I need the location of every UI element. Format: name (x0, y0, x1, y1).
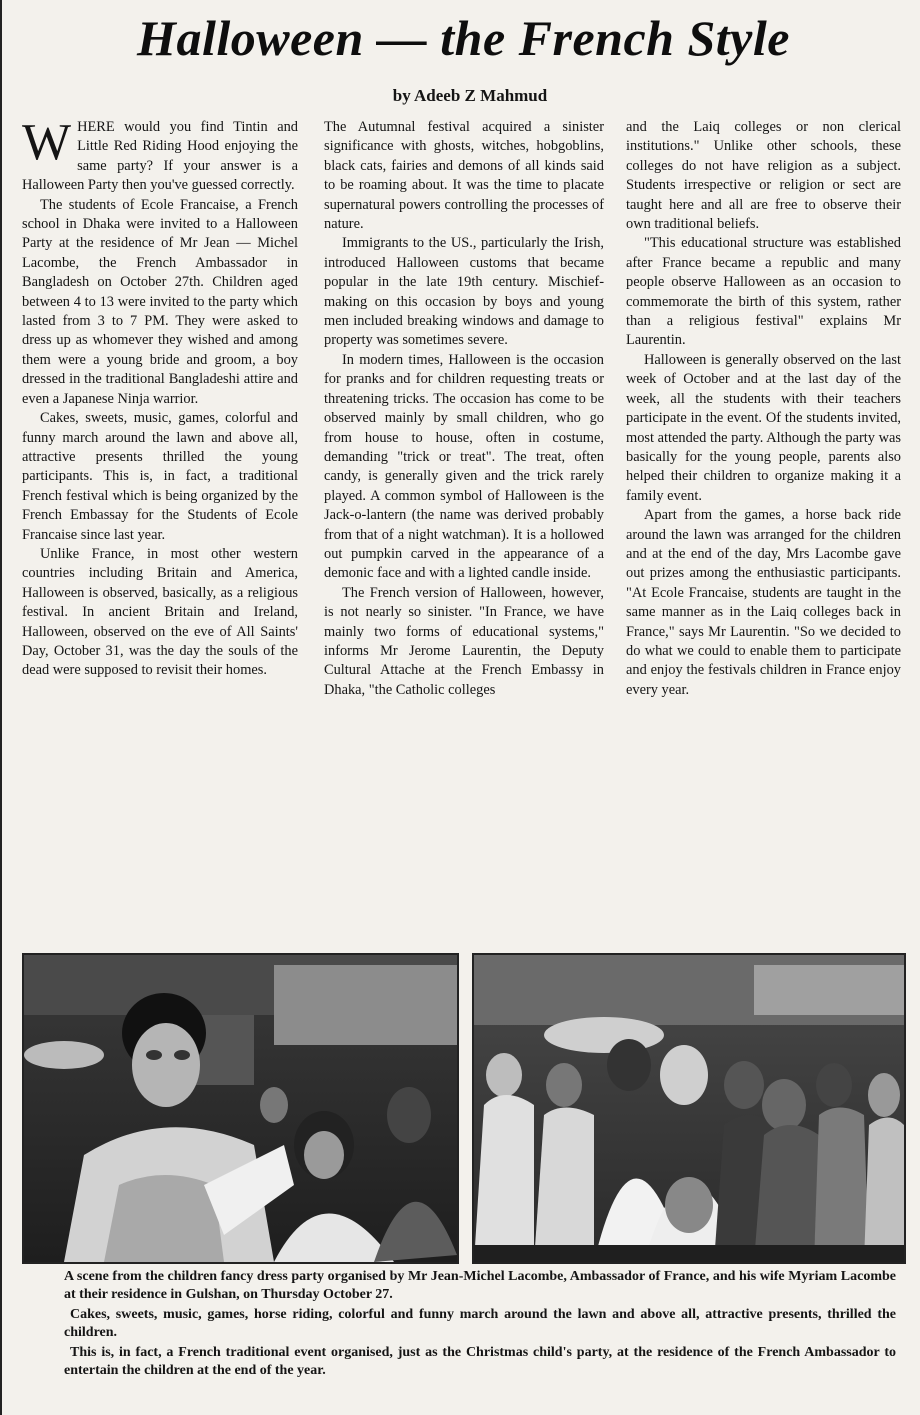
article-paragraph: The Autumnal festival acquired a sinister significance with ghosts, witches, hobgoblins, black cats, fairies and demons of all kinds said to be roaming about. It was the time to placate supernatural powers controlling the processes of nature. (324, 119, 604, 233)
caption-paragraph: A scene from the children fancy dress party organised by Mr Jean-Michel Lacombe, Ambassador of France, and his wife Myriam Lacombe at their residence in Gulshan, on Thursday October 27. (64, 1269, 896, 1302)
article-paragraph: WHERE would you find Tintin and Little Red Riding Hood enjoying the same party? If your answer is a Halloween Party then you've guessed correctly. (22, 114, 298, 194)
article-paragraph: The students of Ecole Francaise, a French school in Dhaka were invited to a Halloween Party at the residence of Mr Jean — Michel Lacombe, the French Ambassador in Bangladesh on October 27th. Children aged between 4 to 13 were invited to the party which lasted from 3 to 7 PM. They were asked to dress up as whomever they wished and among them were a young bride and groom, a boy dressed in the traditional Bangladeshi attire and even a Japanese Ninja warrior. (22, 196, 298, 407)
article-byline: by Adeeb Z Mahmud (392, 86, 548, 105)
article-paragraph: In modern times, Halloween is the occasion for pranks and for children requesting treats or threatening tricks. The occasion has come to be observed mainly by small children, who go from house to house, often in costume, demanding "trick or treat". The treat, often candy, is generally given and the trick rarely played. A common symbol of Halloween is the Jack-o-lantern (the name was derived probably from that of a night watchman). It is a hollowed out pumpkin carved in the appearance of a demonic face and with a lighted candle inside. (324, 351, 604, 582)
article-paragraph: "This educational structure was established after France became a republic and many people observe Halloween as an occasion to commemorate the birth of this system, rather than a religious festival" explains Mr Laurentin. (626, 235, 901, 349)
party-photo-left (22, 953, 459, 1264)
photo-caption (64, 1268, 896, 1382)
article-paragraph: Apart from the games, a horse back ride around the lawn was arranged for the children and at the end of the day, Mrs Lacombe gave out prizes among the enthusiastic participants. "At Ecole Francaise, students are taught in the same manner as in the Laiq colleges back in France," says Mr Laurentin. "So we decided to do what we could to enable them to participate and enjoy the festivals children in France enjoy every year. (626, 507, 901, 698)
article-column-3 (626, 118, 901, 700)
drop-cap: W (22, 114, 72, 171)
article-column-1 (22, 114, 298, 681)
article-paragraph: The French version of Halloween, however, is not nearly so sinister. "In France, we have mainly two forms of educational systems," informs Mr Jerome Laurentin, the Deputy Cultural Attache at the French Embassy in Dhaka, "the Catholic colleges (324, 584, 604, 698)
article-paragraph: and the Laiq colleges or non clerical institutions." Unlike other schools, these colleges do not have religion as a subject. Students irrespective or religion or sect are taught here and all are free to observe their own traditional beliefs. (626, 119, 901, 233)
article-column-2 (324, 118, 604, 700)
caption-paragraph: This is, in fact, a French traditional event organised, just as the Christmas child's party, at the residence of the French Ambassador to entertain the children at the end of the year. (64, 1345, 896, 1378)
article-paragraph: Cakes, sweets, music, games, colorful and funny march around the lawn and above all, attractive presents thrilled the young participants. This is, in fact, a traditional French festival which is being organized by the French Embassay for the Students of Ecole Francaise since last year. (22, 410, 298, 543)
caption-paragraph: Cakes, sweets, music, games, horse riding, colorful and funny march around the lawn and above all, attractive presents, thrilled the children. (64, 1307, 896, 1340)
article-paragraph: Unlike France, in most other western countries including Britain and America, Halloween is observed, basically, as a religious festival. In ancient Britain and Ireland, Halloween, observed on the eve of All Saints' Day, October 31, was the day the souls of the dead were supposed to revisit their homes. (22, 545, 298, 679)
article-paragraph: Halloween is generally observed on the last week of October and at the last day of the week, all the students with their teachers participate in the event. Of the students invited, most attended the party. Although the party was basically for the young people, parents also helped their children to organize making it a family event. (626, 351, 901, 504)
article-paragraph: Immigrants to the US., particularly the Irish, introduced Halloween customs that became popular in the late 19th century. Mischief-making on this occasion by boys and young men included breaking windows and damage to property was sometimes severe. (324, 235, 604, 349)
article-headline: Halloween — the French Style (137, 10, 790, 66)
party-photo-right (472, 953, 906, 1264)
